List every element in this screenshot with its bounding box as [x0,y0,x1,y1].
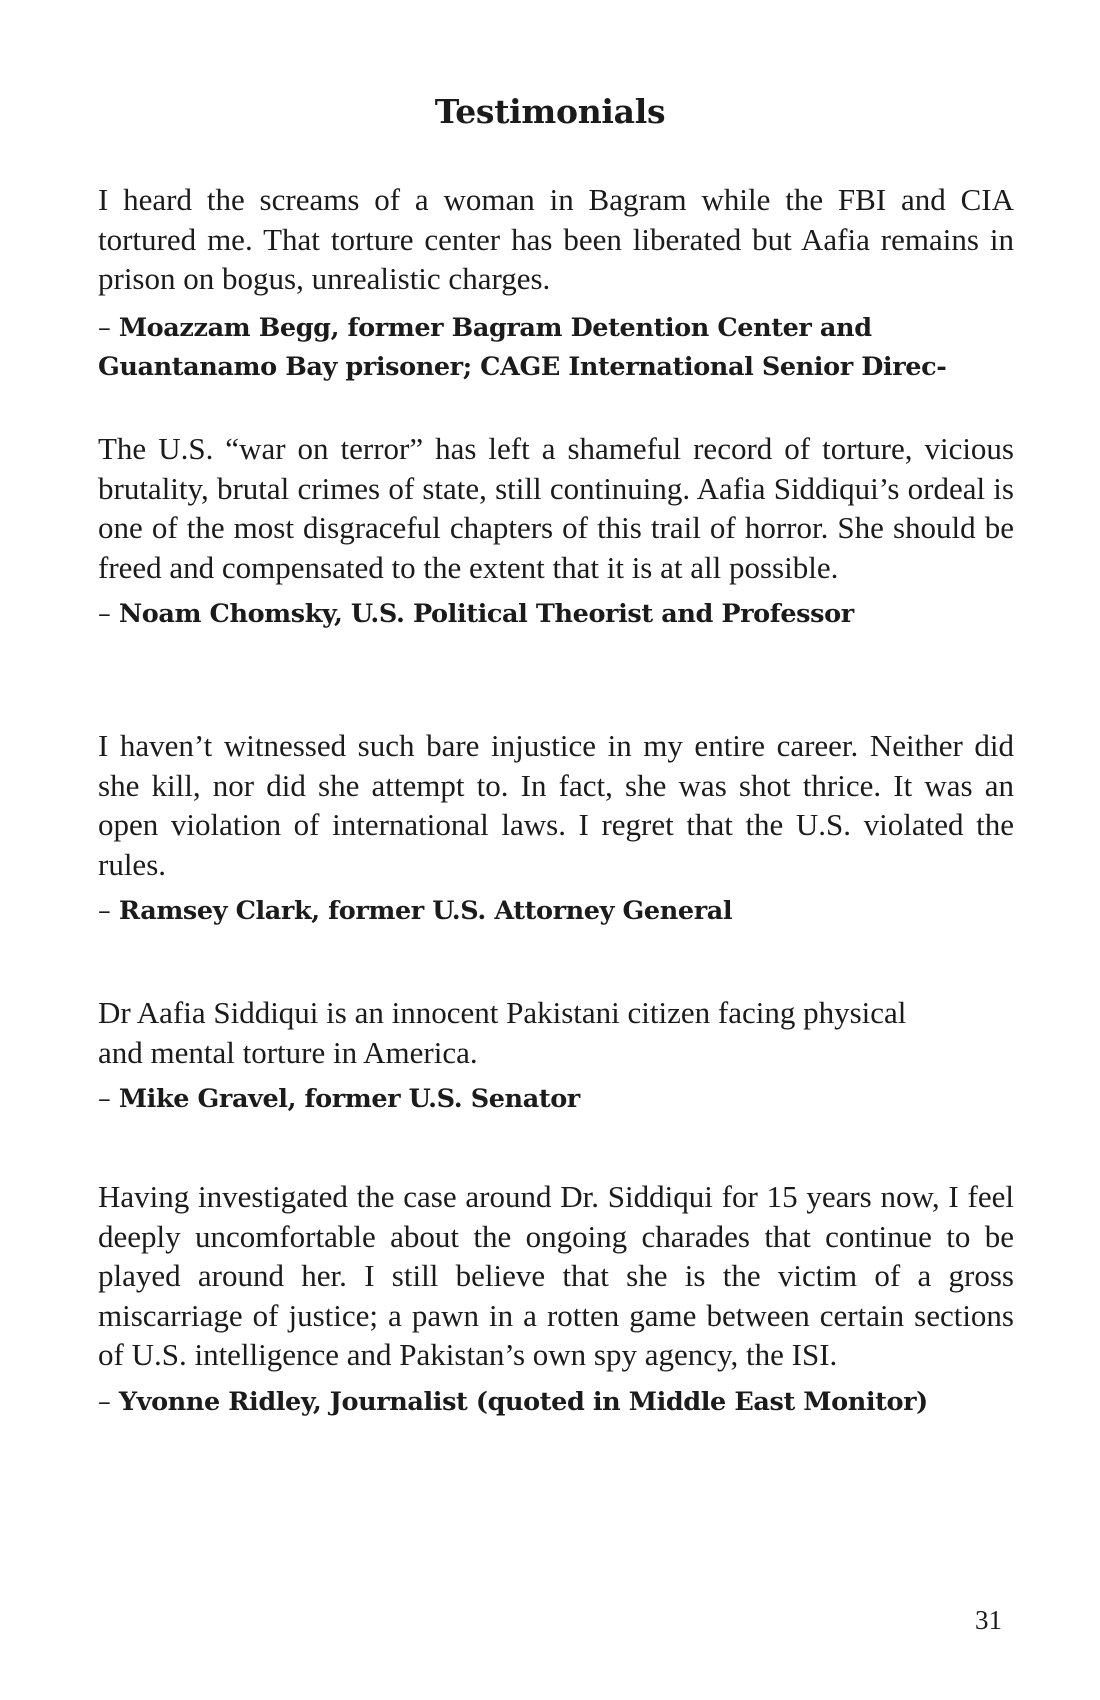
testimonial-yvonne-ridley [98,1177,1014,1422]
page-title: Testimonials [434,92,666,131]
attribution-text: Yvonne Ridley, Journalist (quoted in Middle East Monitor) [118,1386,928,1417]
testimonial-moazzam-begg [98,180,1014,387]
testimonial-quote: I haven’t witnessed such bare injustice in my entire career. Neither did she kill, nor did she attempt to. In fact, she was shot thrice. It was an open violation of international laws. I regret that the U.S. violated the rules. [98,728,1014,882]
testimonial-attribution [98,1080,1014,1119]
testimonial-ramsey-clark [98,726,1014,931]
attribution-dash: – [98,599,111,629]
testimonial-attribution [98,595,1014,634]
attribution-dash: – [98,1386,111,1417]
testimonial-quote: Dr Aafia Siddiqui is an innocent Pakistani citizen facing physical and mental torture in America. [98,995,907,1070]
testimonial-quote: I heard the screams of a woman in Bagram while the FBI and CIA tortured me. That torture center has been liberated but Aafia remains in prison on bogus, unrealistic charges. [98,182,1014,296]
testimonial-attribution [98,892,1014,931]
attribution-text: Ramsey Clark, former U.S. Attorney General [118,896,733,926]
testimonial-noam-chomsky [98,429,1014,634]
attribution-text: Mike Gravel, former U.S. Senator [118,1084,580,1114]
testimonial-quote: Having investigated the case around Dr. Siddiqui for 15 years now, I feel deeply uncomfortable about the ongoing charades that continue to be played around her. I still believe that she is the victim of a gross miscarriage of justice; a pawn in a rotten game between certain sections of U.S. intelligence and Pakistan’s own spy agency, the ISI. [98,1179,1014,1372]
testimonial-mike-gravel [98,993,1014,1119]
attribution-dash: – [98,1084,111,1114]
attribution-dash: – [98,312,111,343]
testimonial-attribution [98,309,1014,387]
attribution-text: Noam Chomsky, U.S. Political Theorist and Professor [118,599,854,629]
attribution-text: Moazzam Begg, former Bagram Detention Center and Guantanamo Bay prisoner; CAGE International Senior Direc- [98,312,947,382]
attribution-dash: – [98,896,111,926]
testimonial-quote: The U.S. “war on terror” has left a shameful record of torture, vicious brutality, brutal crimes of state, still continuing. Aafia Siddiqui’s ordeal is one of the most disgraceful chapters of this trail of horror. She should be freed and compensated to the extent that it is at all possible. [98,431,1014,585]
testimonial-attribution [98,1383,1014,1422]
page-number: 31 [975,1605,1002,1635]
